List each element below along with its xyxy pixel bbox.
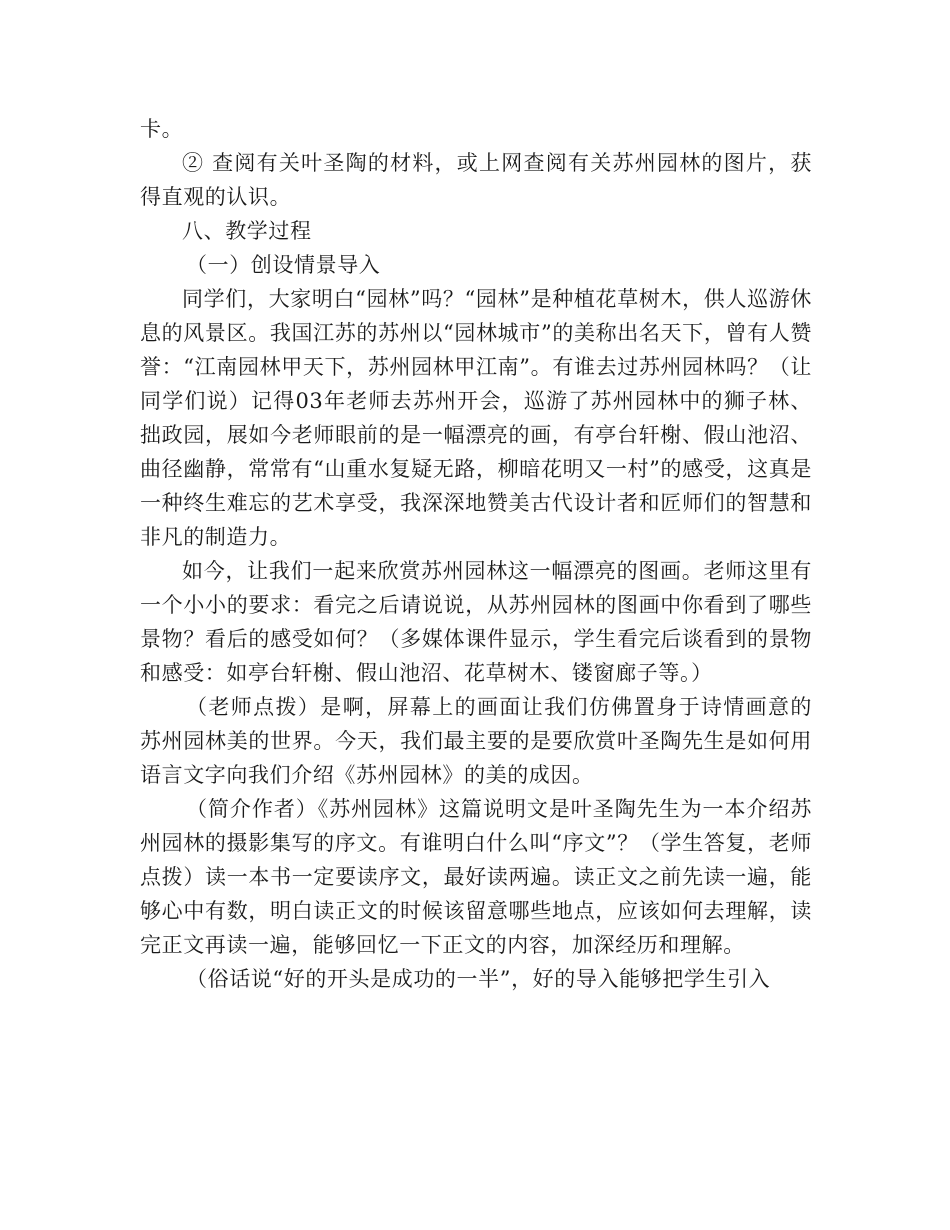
paragraph-appreciate-picture: 如今，让我们一起来欣赏苏州园林这一幅漂亮的图画。老师这里有一个小小的要求：看完之后请说说，从苏州园林的图画中你看到了哪些景物？看后的感受如何？（多媒体课件显示，学生看完后谈看到的景物和感受：如亭台轩榭、假山池沼、花草树木、镂窗廊子等。）	[140, 559, 812, 685]
paragraph-author-intro: （简介作者）《苏州园林》这篇说明文是叶圣陶先生为一本介绍苏州园林的摄影集写的序文。有谁明白什么叫“序文”？（学生答复，老师点拨）读一本书一定要读序文，最好读两遍。读正文之前先读一遍，能够心中有数，明白读正文的时候该留意哪些地点，应该如何去理解，读完正文再读一遍，能够回忆一下正文的内容，加深经历和理解。	[140, 797, 812, 957]
subsection-heading-scene-intro: （一）创设情景导入	[186, 253, 381, 277]
paragraph-continuation: 卡。	[140, 117, 184, 141]
paragraph-proverb: （俗话说“好的开头是成功的一半”，好的导入能够把学生引入	[186, 967, 771, 991]
paragraph-intro-gardens: 同学们，大家明白“园林”吗？“园林”是种植花草树木，供人巡游休息的风景区。我国江苏的苏州以“园林城市”的美称出名天下，曾有人赞誉：“江南园林甲天下，苏州园林甲江南”。有谁去过苏州园林吗？（让同学们说）记得03年老师去苏州开会，巡游了苏州园林中的狮子林、拙政园，展如今老师眼前的是一幅漂亮的画，有亭台轩榭、假山池沼、曲径幽静，常常有“山重水复疑无路，柳暗花明又一村”的感受，这真是一种终生难忘的艺术享受，我深深地赞美古代设计者和匠师们的智慧和非凡的制造力。	[140, 287, 812, 549]
paragraph-preparation-item-2: ② 查阅有关叶圣陶的材料，或上网查阅有关苏州园林的图片，获得直观的认识。	[140, 151, 812, 209]
document-body	[140, 112, 812, 996]
paragraph-teacher-guidance: （老师点拨）是啊，屏幕上的画面让我们仿佛置身于诗情画意的苏州园林美的世界。今天，我们最主要的是要欣赏叶圣陶先生是如何用语言文字向我们介绍《苏州园林》的美的成因。	[140, 695, 812, 787]
section-heading-teaching-process: 八、教学过程	[182, 219, 312, 243]
